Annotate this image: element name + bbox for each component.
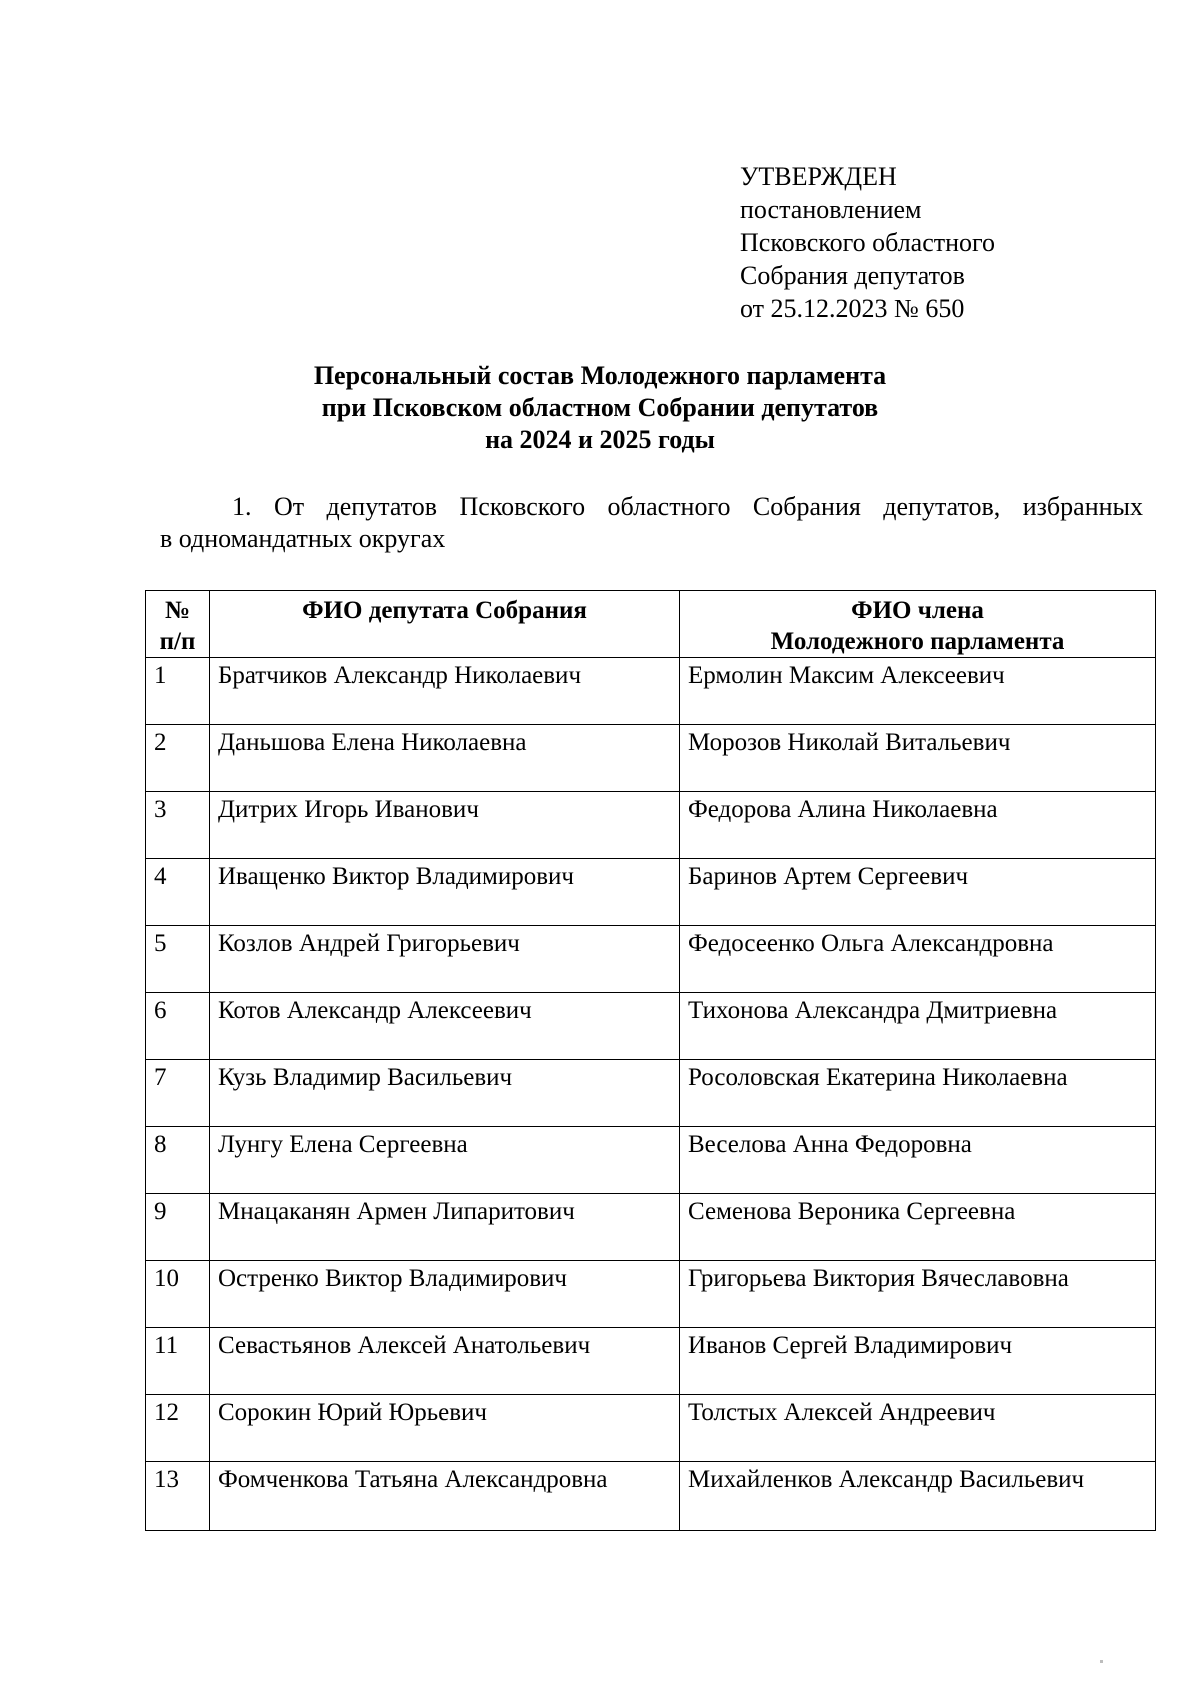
row-number-cell: 3 xyxy=(146,792,210,859)
member-name-cell: Ермолин Максим Алексеевич xyxy=(680,658,1156,725)
member-name-cell: Толстых Алексей Андреевич xyxy=(680,1395,1156,1462)
table-row xyxy=(146,1127,1156,1194)
table-header-row xyxy=(146,591,1156,658)
table-row xyxy=(146,1194,1156,1261)
member-name-cell: Федорова Алина Николаевна xyxy=(680,792,1156,859)
deputy-name-cell: Козлов Андрей Григорьевич xyxy=(210,926,680,993)
approval-line: постановлением xyxy=(740,195,922,224)
table-row xyxy=(146,1060,1156,1127)
row-number-cell: 8 xyxy=(146,1127,210,1194)
header-text: № xyxy=(164,597,191,624)
table-row xyxy=(146,725,1156,792)
approval-heading: УТВЕРЖДЕН xyxy=(740,162,897,191)
column-header-number xyxy=(146,591,210,658)
column-header-member xyxy=(680,591,1156,658)
member-name-cell: Баринов Артем Сергеевич xyxy=(680,859,1156,926)
member-name-cell: Тихонова Александра Дмитриевна xyxy=(680,993,1156,1060)
member-name-cell: Веселова Анна Федоровна xyxy=(680,1127,1156,1194)
row-number-cell: 9 xyxy=(146,1194,210,1261)
members-table xyxy=(145,590,1156,1531)
row-number-cell: 7 xyxy=(146,1060,210,1127)
member-name-cell: Семенова Вероника Сергеевна xyxy=(680,1194,1156,1261)
table-row xyxy=(146,993,1156,1060)
title-line: на 2024 и 2025 годы xyxy=(485,425,715,454)
deputy-name-cell: Котов Александр Алексеевич xyxy=(210,993,680,1060)
member-name-cell: Федосеенко Ольга Александровна xyxy=(680,926,1156,993)
member-name-cell: Морозов Николай Витальевич xyxy=(680,725,1156,792)
deputy-name-cell: Даньшова Елена Николаевна xyxy=(210,725,680,792)
approval-line: Собрания депутатов xyxy=(740,261,965,290)
member-name-cell: Григорьева Виктория Вячеславовна xyxy=(680,1261,1156,1328)
member-name-cell: Михайленков Александр Васильевич xyxy=(680,1462,1156,1531)
approval-stamp xyxy=(740,160,995,325)
document-title xyxy=(0,360,1200,456)
deputy-name-cell: Фомченкова Татьяна Александровна xyxy=(210,1462,680,1531)
row-number-cell: 12 xyxy=(146,1395,210,1462)
table-row xyxy=(146,926,1156,993)
row-number-cell: 13 xyxy=(146,1462,210,1531)
deputy-name-cell: Братчиков Александр Николаевич xyxy=(210,658,680,725)
header-text: Молодежного парламента xyxy=(770,628,1065,655)
deputy-name-cell: Севастьянов Алексей Анатольевич xyxy=(210,1328,680,1395)
member-name-cell: Росоловская Екатерина Николаевна xyxy=(680,1060,1156,1127)
row-number-cell: 1 xyxy=(146,658,210,725)
table-body xyxy=(146,658,1156,1531)
table-row xyxy=(146,859,1156,926)
column-header-deputy xyxy=(210,591,680,658)
section-heading-line: 1. От депутатов Псковского областного Собрания депутатов, избранных xyxy=(232,492,1143,521)
table-row xyxy=(146,1462,1156,1531)
deputy-name-cell: Сорокин Юрий Юрьевич xyxy=(210,1395,680,1462)
table-row xyxy=(146,1328,1156,1395)
scan-speck xyxy=(1100,1660,1103,1663)
deputy-name-cell: Дитрих Игорь Иванович xyxy=(210,792,680,859)
row-number-cell: 6 xyxy=(146,993,210,1060)
row-number-cell: 4 xyxy=(146,859,210,926)
table-row xyxy=(146,1395,1156,1462)
member-name-cell: Иванов Сергей Владимирович xyxy=(680,1328,1156,1395)
row-number-cell: 11 xyxy=(146,1328,210,1395)
header-text: ФИО депутата Собрания xyxy=(302,597,587,624)
deputy-name-cell: Мнацаканян Армен Липаритович xyxy=(210,1194,680,1261)
title-line: Персональный состав Молодежного парламента xyxy=(313,361,887,390)
title-line: при Псковском областном Собрании депутатов xyxy=(321,393,879,422)
row-number-cell: 5 xyxy=(146,926,210,993)
deputy-name-cell: Остренко Виктор Владимирович xyxy=(210,1261,680,1328)
table-row xyxy=(146,792,1156,859)
header-text: ФИО члена xyxy=(851,597,984,624)
row-number-cell: 2 xyxy=(146,725,210,792)
section-heading-line: в одномандатных округах xyxy=(160,524,446,553)
approval-line: Псковского областного xyxy=(740,228,996,257)
section-heading xyxy=(160,491,1143,555)
deputy-name-cell: Лунгу Елена Сергеевна xyxy=(210,1127,680,1194)
table-row xyxy=(146,1261,1156,1328)
header-text: п/п xyxy=(159,628,196,655)
table-row xyxy=(146,658,1156,725)
row-number-cell: 10 xyxy=(146,1261,210,1328)
deputy-name-cell: Кузь Владимир Васильевич xyxy=(210,1060,680,1127)
deputy-name-cell: Иващенко Виктор Владимирович xyxy=(210,859,680,926)
approval-date-number: от 25.12.2023 № 650 xyxy=(740,294,965,323)
